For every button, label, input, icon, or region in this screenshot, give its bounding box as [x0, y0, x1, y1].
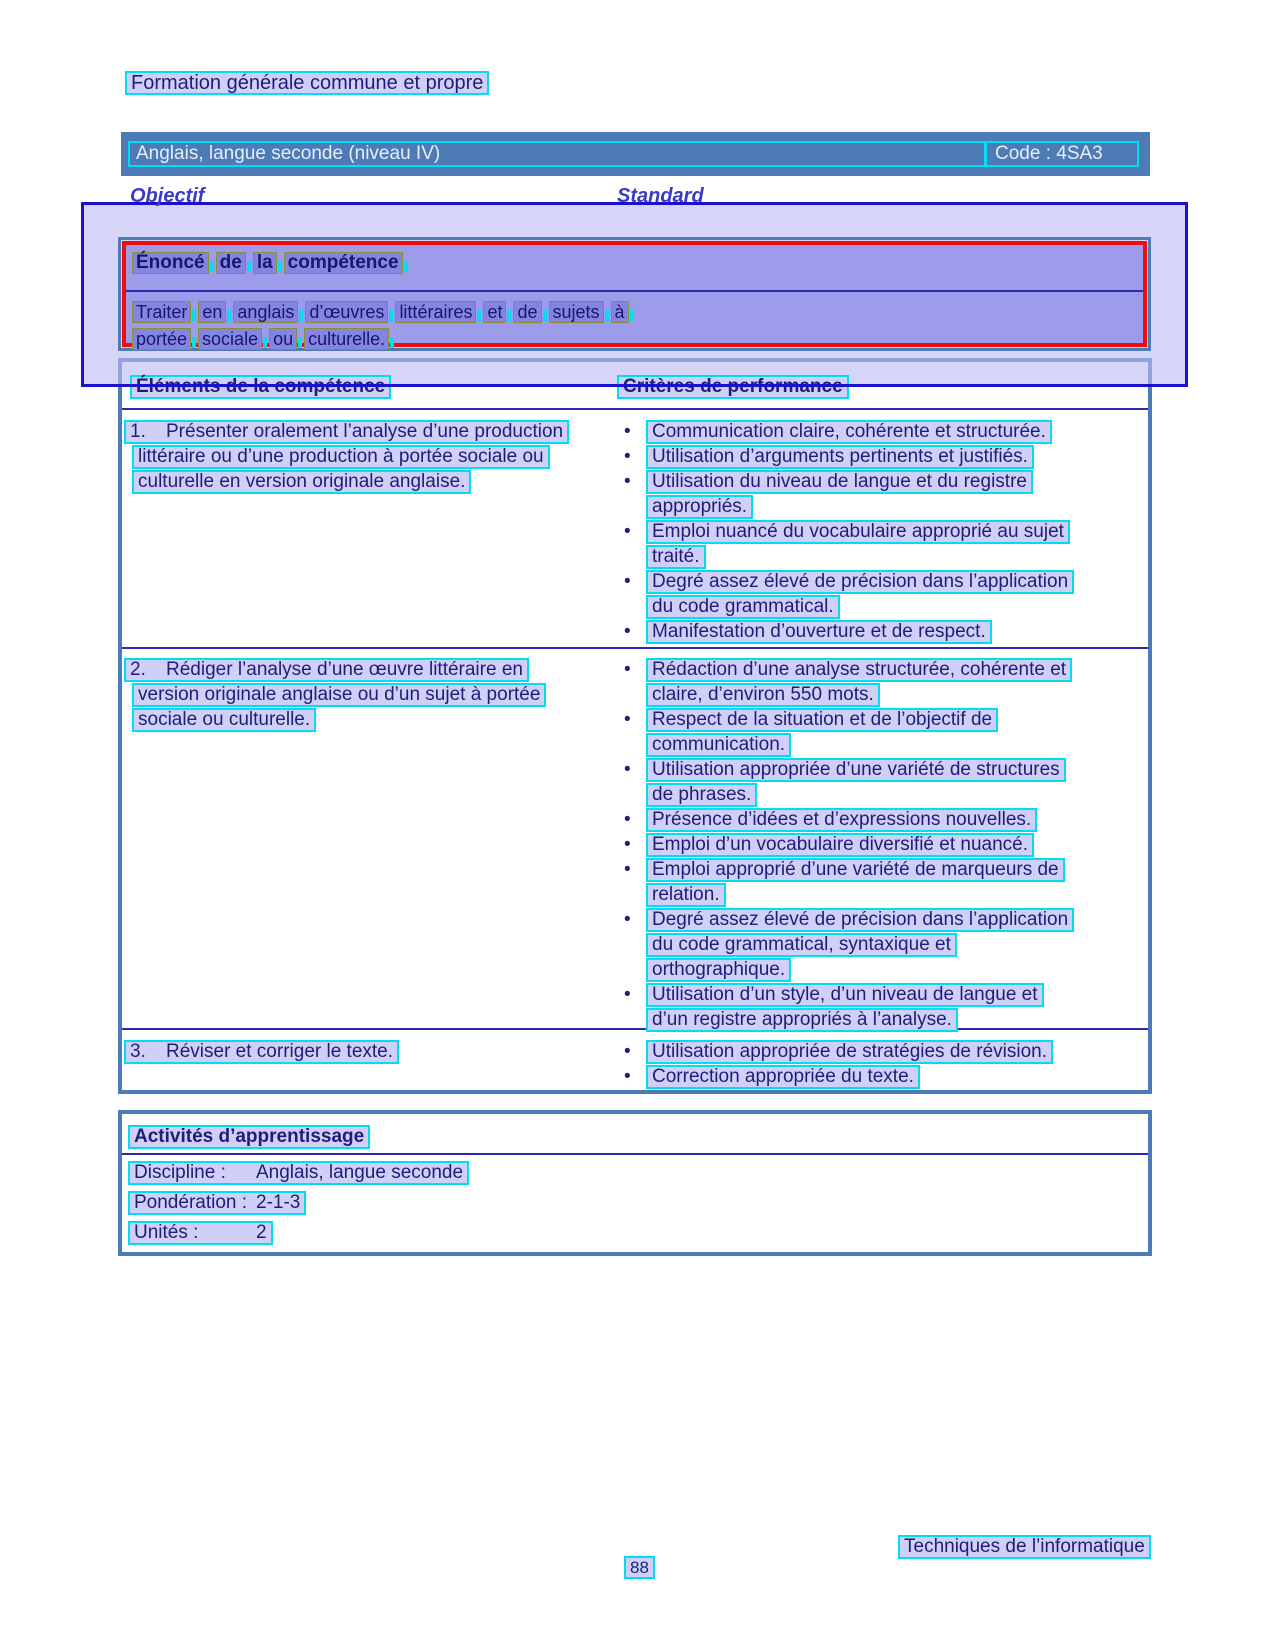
program-category-label: Formation générale commune et propre	[125, 71, 489, 95]
bullet-icon: •	[624, 571, 631, 592]
element-line: littéraire ou d’une production à portée sociale ou	[132, 445, 550, 469]
enonce-heading-row	[126, 245, 1143, 292]
criterion-item	[620, 708, 1148, 758]
enonce-statement	[126, 292, 1143, 350]
criterion-line: Manifestation d’ouverture et de respect.	[646, 620, 992, 644]
enonce-statement-line	[132, 328, 1143, 350]
course-title-bar	[121, 132, 1150, 176]
criterion-line: Utilisation d’arguments pertinents et justifiés.	[646, 445, 1034, 469]
enonce-statement-word: portée	[132, 328, 191, 350]
enonce-statement-word: culturelle.	[304, 328, 389, 350]
activity-field	[128, 1221, 273, 1245]
criterion-line: Correction appropriée du texte.	[646, 1065, 920, 1089]
element-cell	[122, 410, 614, 647]
criterion-line: Degré assez élevé de précision dans l’application	[646, 570, 1074, 594]
criterion-line: Emploi approprié d’une variété de marqueurs de	[646, 858, 1065, 882]
criterion-lines	[646, 658, 1072, 708]
criterion-lines	[646, 908, 1074, 983]
objectif-column-title: Objectif	[130, 185, 205, 207]
elements-column-header	[130, 375, 391, 399]
element-line: 1. Présenter oralement l’analyse d’une production	[124, 420, 569, 444]
criteria-column-header	[617, 375, 849, 399]
criterion-line: Emploi d’un vocabulaire diversifié et nuancé.	[646, 833, 1034, 857]
activity-field-value: 2-1-3	[256, 1192, 301, 1213]
learning-activities-title: Activités d’apprentissage	[128, 1125, 370, 1149]
enonce-statement-word: sujets	[549, 301, 604, 323]
criterion-line: Utilisation d’un style, d’un niveau de langue et	[646, 983, 1044, 1007]
enonce-statement-word: de	[513, 301, 541, 323]
criterion-line: traité.	[646, 545, 706, 569]
item-number: 3.	[130, 1041, 146, 1062]
criterion-line: de phrases.	[646, 783, 757, 807]
criterion-item	[620, 1040, 1148, 1065]
criterion-lines	[646, 470, 1033, 520]
criterion-line: orthographique.	[646, 958, 791, 982]
criteria-cell	[614, 649, 1148, 1028]
criterion-lines	[646, 808, 1037, 833]
enonce-heading-word: compétence	[284, 252, 403, 274]
criterion-item	[620, 908, 1148, 983]
enonce-statement-word: d’œuvres	[305, 301, 388, 323]
criteria-cell	[614, 410, 1148, 647]
bullet-icon: •	[624, 759, 631, 780]
activity-field	[128, 1191, 306, 1215]
page-number: 88	[624, 1556, 655, 1579]
bullet-icon: •	[624, 421, 631, 442]
competence-table-body	[122, 410, 1148, 1092]
criterion-item	[620, 1065, 1148, 1090]
learning-activities-header	[122, 1114, 1148, 1155]
activity-field-value: Anglais, langue seconde	[256, 1162, 464, 1183]
criterion-item	[620, 833, 1148, 858]
activity-field-label: Discipline :	[134, 1162, 226, 1183]
criterion-lines	[646, 983, 1044, 1033]
enonce-statement-word: en	[198, 301, 226, 323]
criterion-line: communication.	[646, 733, 791, 757]
course-code: Code : 4SA3	[985, 141, 1139, 167]
activity-field-label: Unités :	[134, 1222, 199, 1243]
element-line: culturelle en version originale anglaise.	[132, 470, 471, 494]
criterion-line: Emploi nuancé du vocabulaire approprié au sujet	[646, 520, 1070, 544]
enonce-statement-word: Traiter	[132, 301, 191, 323]
bullet-icon: •	[624, 446, 631, 467]
bullet-icon: •	[624, 521, 631, 542]
criterion-line: du code grammatical.	[646, 595, 840, 619]
competence-table	[118, 358, 1152, 1094]
enonce-red-annotation-frame	[122, 241, 1147, 347]
criterion-item	[620, 658, 1148, 708]
criterion-lines	[646, 420, 1052, 445]
activity-field	[128, 1161, 469, 1185]
annotation-box-bottom-edge	[81, 384, 1188, 387]
enonce-heading-word: Énoncé	[132, 252, 209, 274]
activity-field-value: 2	[256, 1222, 267, 1243]
bullet-icon: •	[624, 984, 631, 1005]
competence-row	[122, 649, 1148, 1030]
activity-field-label: Pondération :	[134, 1192, 248, 1213]
element-cell	[122, 649, 614, 1028]
bullet-icon: •	[624, 909, 631, 930]
criterion-item	[620, 420, 1148, 445]
criterion-line: Utilisation appropriée de stratégies de révision.	[646, 1040, 1053, 1064]
bullet-icon: •	[624, 471, 631, 492]
course-title: Anglais, langue seconde (niveau IV)	[128, 141, 986, 167]
criterion-item	[620, 758, 1148, 808]
criterion-line: d’un registre appropriés à l’analyse.	[646, 1008, 958, 1032]
standard-column-title: Standard	[617, 185, 704, 207]
criterion-line: Utilisation du niveau de langue et du registre	[646, 470, 1033, 494]
criterion-line: Degré assez élevé de précision dans l’application	[646, 908, 1074, 932]
competence-row	[122, 1030, 1148, 1092]
criterion-line: appropriés.	[646, 495, 753, 519]
criterion-item	[620, 445, 1148, 470]
footer-program-name: Techniques de l’informatique	[898, 1535, 1151, 1559]
criterion-lines	[646, 833, 1034, 858]
criterion-lines	[646, 445, 1034, 470]
bullet-icon: •	[624, 834, 631, 855]
enonce-outer-box	[118, 237, 1151, 351]
criterion-item	[620, 620, 1148, 645]
enonce-statement-word: anglais	[233, 301, 298, 323]
bullet-icon: •	[624, 859, 631, 880]
criterion-item	[620, 808, 1148, 833]
element-line: version originale anglaise ou d’un sujet à portée	[132, 683, 546, 707]
criterion-lines	[646, 858, 1065, 908]
element-line: sociale ou culturelle.	[132, 708, 316, 732]
criterion-lines	[646, 708, 998, 758]
enonce-heading-word: de	[216, 252, 246, 274]
criterion-line: relation.	[646, 883, 726, 907]
competence-row	[122, 410, 1148, 649]
learning-activities-fields	[122, 1155, 1148, 1245]
criterion-line: Communication claire, cohérente et structurée.	[646, 420, 1052, 444]
criterion-line: Utilisation appropriée d’une variété de structures	[646, 758, 1066, 782]
enonce-heading-word: la	[253, 252, 277, 274]
bullet-icon: •	[624, 809, 631, 830]
bullet-icon: •	[624, 1041, 631, 1062]
criterion-lines	[646, 758, 1066, 808]
element-line: 3. Réviser et corriger le texte.	[124, 1040, 399, 1064]
enonce-statement-word: ou	[269, 328, 297, 350]
enonce-statement-word: et	[483, 301, 506, 323]
criteria-cell	[614, 1030, 1148, 1092]
bullet-icon: •	[624, 1066, 631, 1087]
criterion-lines	[646, 620, 992, 645]
item-number: 2.	[130, 659, 146, 680]
bullet-icon: •	[624, 709, 631, 730]
bullet-icon: •	[624, 659, 631, 680]
enonce-statement-word: sociale	[198, 328, 262, 350]
criterion-item	[620, 520, 1148, 570]
criterion-item	[620, 470, 1148, 520]
enonce-statement-line	[132, 301, 1143, 323]
criterion-line: Respect de la situation et de l’objectif de	[646, 708, 998, 732]
item-number: 1.	[130, 421, 146, 442]
criterion-item	[620, 570, 1148, 620]
criterion-line: Présence d’idées et d’expressions nouvelles.	[646, 808, 1037, 832]
criterion-item	[620, 858, 1148, 908]
criterion-line: du code grammatical, syntaxique et	[646, 933, 957, 957]
learning-activities-box	[118, 1110, 1152, 1256]
element-line: 2. Rédiger l’analyse d’une œuvre littéraire en	[124, 658, 529, 682]
element-cell	[122, 1030, 614, 1092]
criterion-line: Rédaction d’une analyse structurée, cohérente et	[646, 658, 1072, 682]
bullet-icon: •	[624, 621, 631, 642]
enonce-statement-word: à	[611, 301, 629, 323]
criterion-lines	[646, 520, 1070, 570]
criterion-line: claire, d’environ 550 mots.	[646, 683, 880, 707]
criterion-lines	[646, 1065, 920, 1090]
criterion-lines	[646, 1040, 1053, 1065]
criterion-lines	[646, 570, 1074, 620]
criterion-item	[620, 983, 1148, 1033]
enonce-statement-word: littéraires	[395, 301, 476, 323]
